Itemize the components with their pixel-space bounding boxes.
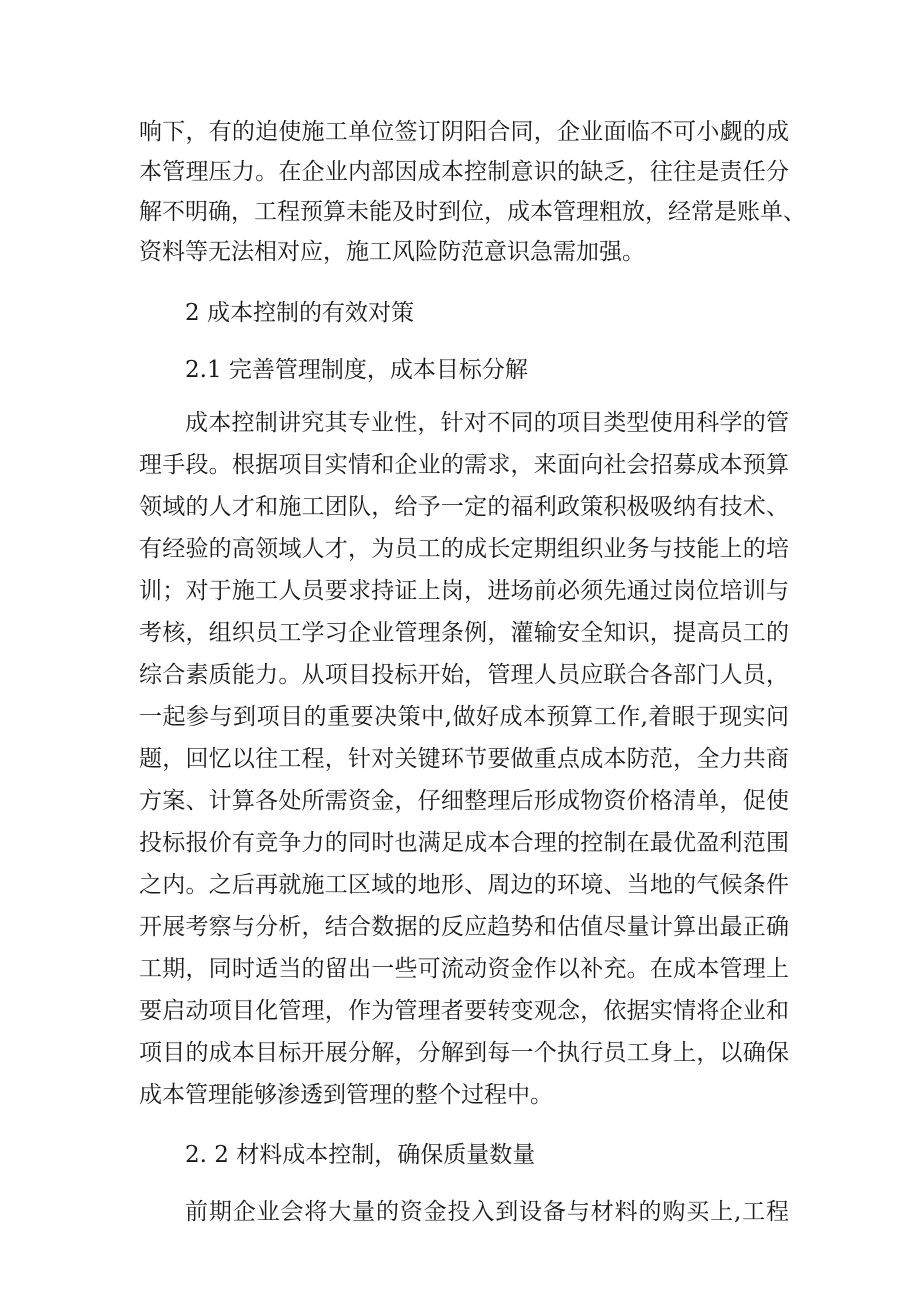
text-line: 开展考察与分析，结合数据的反应趋势和估值尽量计算出最正确 — [139, 914, 789, 940]
text-line: 前期企业会将大量的资金投入到设备与材料的购买上,工程 — [185, 1199, 789, 1225]
text-line: 本管理压力。在企业内部因成本控制意识的缺乏，往往是责任分 — [139, 159, 789, 185]
text-line: 资料等无法相对应，施工风险防范意识急需加强。 — [139, 239, 645, 265]
text-line: 成本控制讲究其专业性，针对不同的项目类型使用科学的管 — [185, 410, 789, 436]
text-line: 投标报价有竞争力的同时也满足成本合理的控制在最优盈利范围 — [139, 830, 789, 856]
text-line: 有经验的高领域人才，为员工的成长定期组织业务与技能上的培 — [139, 536, 789, 562]
text-line: 考核，组织员工学习企业管理条例，灌输安全知识，提高员工的 — [139, 620, 789, 646]
text-line: 之内。之后再就施工区域的地形、周边的环境、当地的气候条件 — [139, 872, 789, 898]
text-line: 解不明确，工程预算未能及时到位，成本管理粗放，经常是账单、 — [139, 199, 806, 225]
text-line: 训；对于施工人员要求持证上岗，进场前必须先通过岗位培训与 — [139, 578, 789, 604]
text-line: 领域的人才和施工团队，给予一定的福利政策积极吸纳有技术、 — [139, 494, 789, 520]
text-line: 成本管理能够渗透到管理的整个过程中。 — [139, 1082, 553, 1108]
text-line: 响下，有的迫使施工单位签订阴阳合同，企业面临不可小觑的成 — [139, 119, 789, 145]
text-line: 一起参与到项目的重要决策中,做好成本预算工作,着眼于现实问 — [139, 704, 789, 730]
text-line: 项目的成本目标开展分解，分解到每一个执行员工身上，以确保 — [139, 1040, 789, 1066]
text-line: 题，回忆以往工程，针对关键环节要做重点成本防范，全力共商 — [139, 746, 789, 772]
text-line: 综合素质能力。从项目投标开始，管理人员应联合各部门人员， — [139, 662, 789, 688]
text-line: 工期，同时适当的留出一些可流动资金作以补充。在成本管理上 — [139, 956, 789, 982]
subsection-heading: 2.1 完善管理制度，成本目标分解 — [185, 357, 528, 383]
section-heading: 2 成本控制的有效对策 — [185, 300, 414, 326]
subsection-heading: 2. 2 材料成本控制，确保质量数量 — [185, 1142, 536, 1168]
text-line: 要启动项目化管理，作为管理者要转变观念，依据实情将企业和 — [139, 998, 789, 1024]
text-line: 方案、计算各处所需资金，仔细整理后形成物资价格清单，促使 — [139, 788, 789, 814]
text-line: 理手段。根据项目实情和企业的需求，来面向社会招募成本预算 — [139, 452, 789, 478]
